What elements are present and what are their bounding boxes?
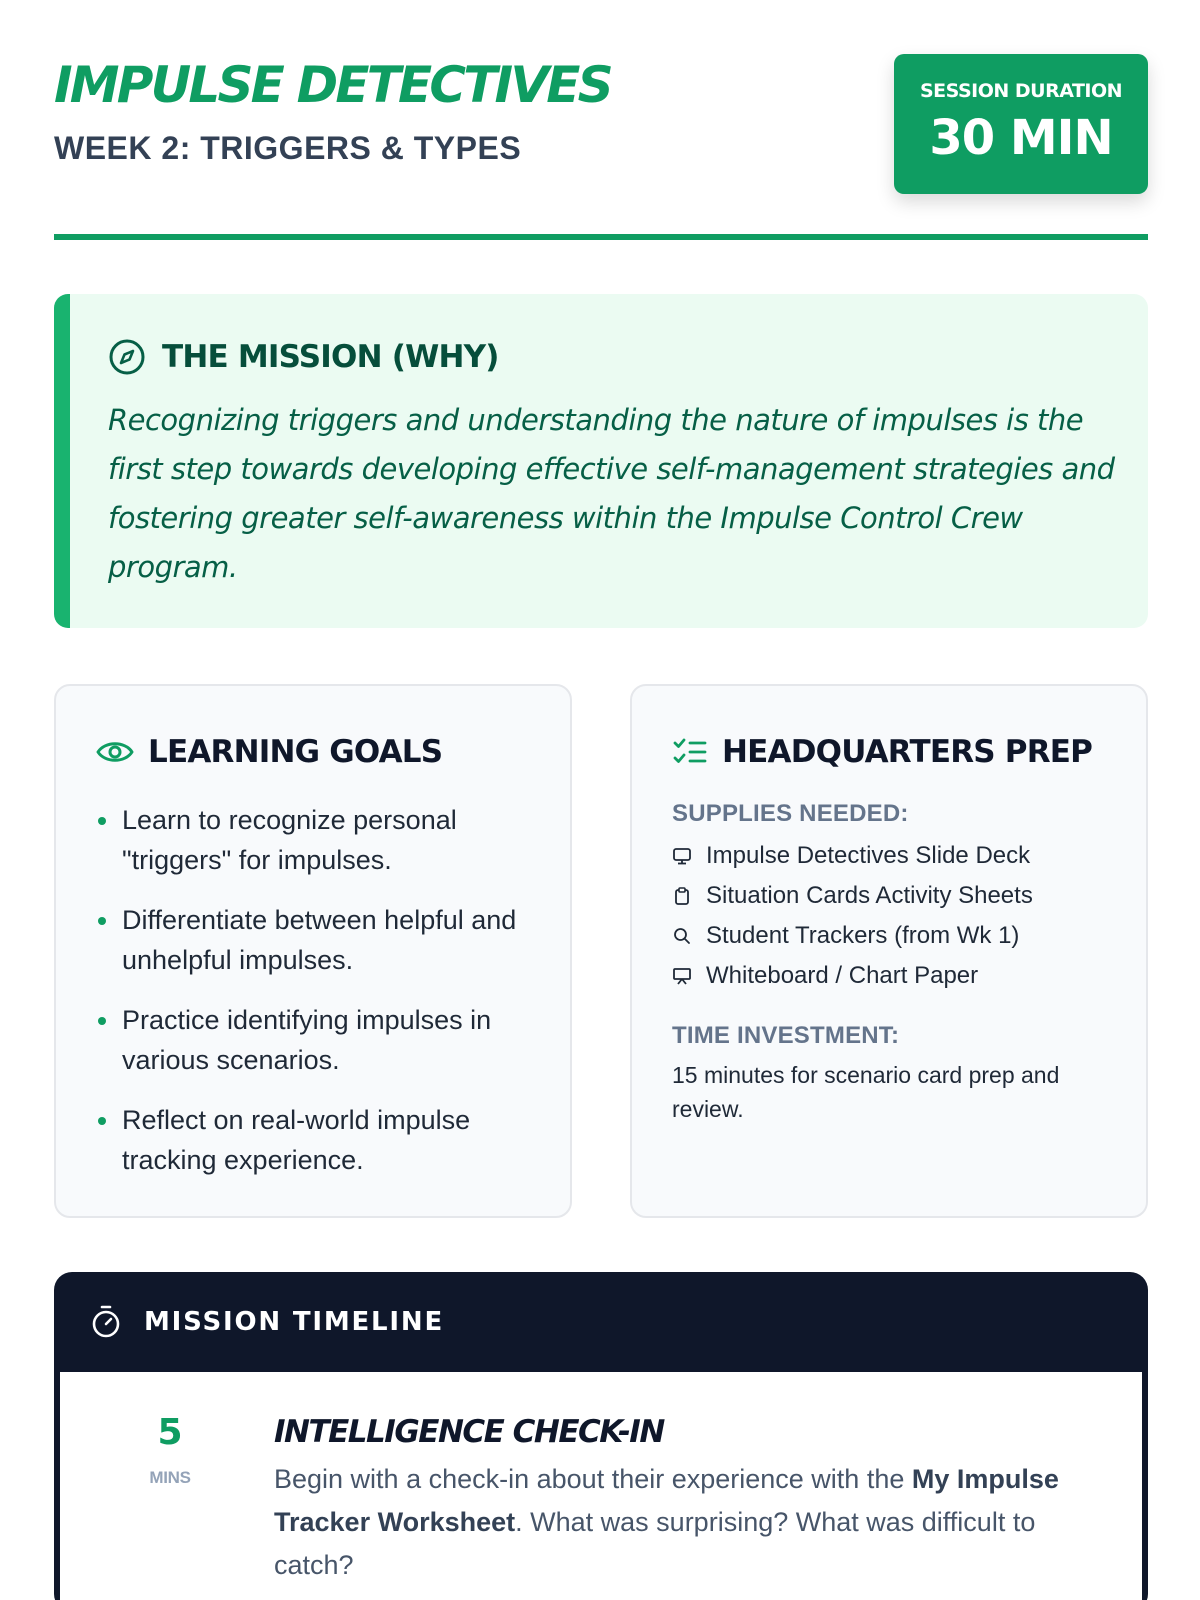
stopwatch-icon: [90, 1304, 122, 1340]
list-item: Differentiate between helpful and unhelpful impulses.: [96, 900, 536, 980]
mission-title: THE MISSION (WHY): [162, 339, 499, 375]
compass-icon: [108, 338, 146, 376]
list-item: [672, 916, 1033, 956]
supply-label: Situation Cards Activity Sheets: [706, 882, 1033, 909]
mission-text: Recognizing triggers and understanding the nature of impulses is the first step towards developing effective self-management strategies and fostering greater self-awareness within the Impulse Control Crew program.: [108, 403, 1115, 584]
worksheet-name: My Impulse Tracker Worksheet: [274, 1464, 1059, 1537]
time-investment-label: TIME INVESTMENT:: [672, 1022, 900, 1049]
timeline-step: [60, 1372, 1142, 1600]
supplies-label: SUPPLIES NEEDED:: [672, 800, 909, 827]
mission-timeline: [54, 1272, 1148, 1600]
header-divider: [54, 234, 1148, 240]
presentation-icon: [672, 966, 692, 986]
list-item: [672, 836, 1033, 876]
headquarters-prep-title: HEADQUARTERS PREP: [722, 734, 1093, 770]
clipboard-icon: [672, 886, 692, 906]
eye-icon: [96, 737, 134, 767]
checklist-icon: [672, 736, 708, 768]
headquarters-prep-card: [630, 684, 1148, 1218]
list-item: Reflect on real-world impulse tracking experience.: [96, 1100, 536, 1180]
timeline-title: MISSION TIMELINE: [144, 1307, 445, 1337]
page-header: [54, 0, 1148, 242]
supply-label: Student Trackers (from Wk 1): [706, 922, 1020, 949]
mission-panel: [54, 294, 1148, 628]
session-duration-badge: [894, 54, 1148, 194]
duration-value: 30 MIN: [929, 110, 1113, 166]
learning-goals-list: [96, 800, 536, 1200]
step-title: INTELLIGENCE CHECK-IN: [274, 1414, 664, 1450]
supply-label: Impulse Detectives Slide Deck: [706, 842, 1031, 869]
step-minutes: 5: [157, 1412, 183, 1453]
monitor-icon: [672, 846, 692, 866]
learning-goals-title: LEARNING GOALS: [148, 734, 443, 770]
duration-label: SESSION DURATION: [919, 80, 1123, 102]
supplies-list: [672, 836, 1033, 996]
step-unit: MINS: [149, 1468, 191, 1487]
supply-label: Whiteboard / Chart Paper: [706, 962, 979, 989]
page-title: IMPULSE DETECTIVES: [54, 56, 611, 114]
learning-goals-card: [54, 684, 572, 1218]
list-item: [672, 956, 1033, 996]
search-icon: [672, 926, 692, 946]
step-description: Begin with a check-in about their experience with the My Impulse Tracker Worksheet. What was surprising? What was difficult to catch?: [274, 1464, 1059, 1580]
list-item: Learn to recognize personal "triggers" for impulses.: [96, 800, 536, 880]
list-item: [672, 876, 1033, 916]
page-subtitle: WEEK 2: TRIGGERS & TYPES: [54, 130, 522, 166]
time-investment-text: 15 minutes for scenario card prep and review.: [672, 1062, 1060, 1122]
list-item: Practice identifying impulses in various scenarios.: [96, 1000, 536, 1080]
